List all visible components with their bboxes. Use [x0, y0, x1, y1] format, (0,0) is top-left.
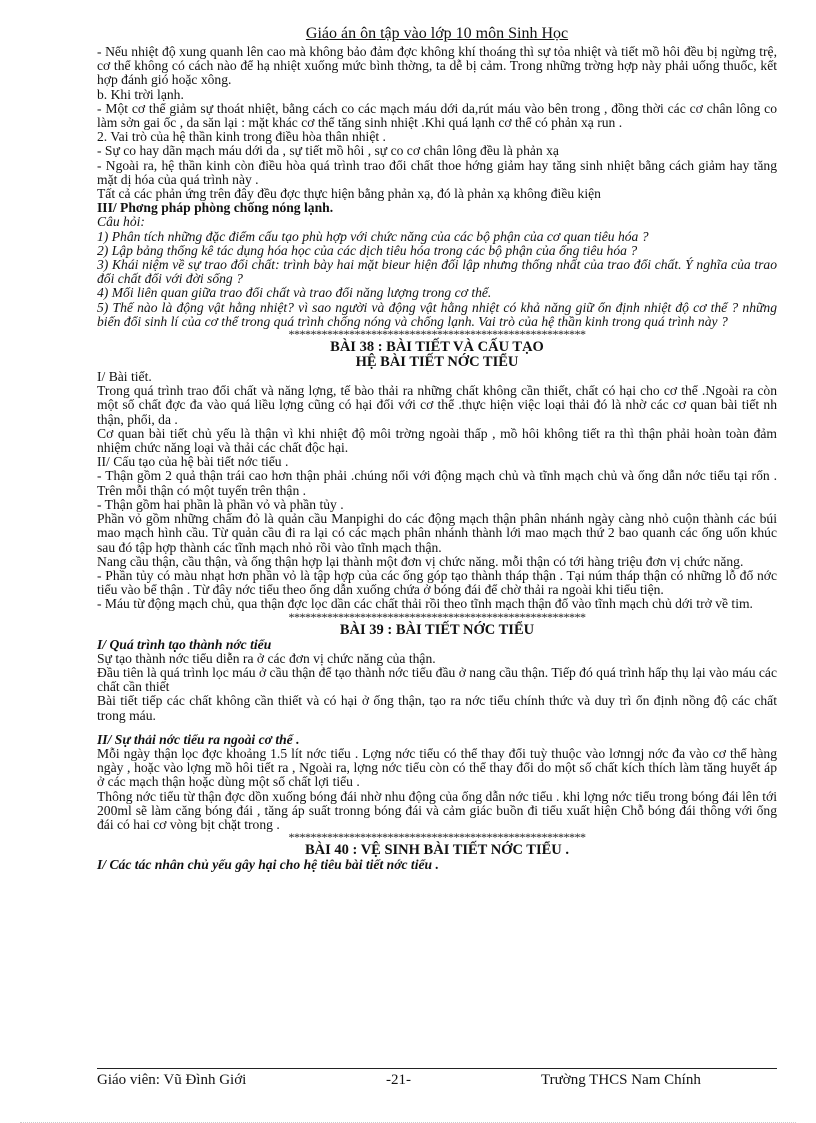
document-page — [97, 26, 777, 872]
text-line: II/ Cấu tạo của hệ bài tiết nớc tiểu . — [97, 454, 289, 470]
text-line: 1) Phân tích những đặc điểm cấu tạo phù hợp với chức năng của các bộ phận của cơ quan tiêu hóa ? — [97, 228, 649, 244]
text-line: Tất cả các phản ứng trên đây đều đợc thực hiện bằng phản xạ, đó là phản xạ không điều kiện — [97, 186, 601, 202]
text-line: Câu hỏi: — [97, 214, 145, 230]
lesson-40-body — [97, 858, 777, 872]
text-line: - Máu từ động mạch chủ, qua thận đợc lọc dần các chất thải rồi theo tĩnh mạch thận đổ vào tĩnh mạch chủ dới trở về tim. — [97, 596, 753, 612]
text-line: 4) Mối liên quan giữa trao đổi chất và trao đổi năng lượng trong cơ thể. — [97, 285, 492, 301]
text-line: 3) Khái niệm về sự trao đổi chất: trình bày hai mặt bieur hiện đối lập nhưng thống nhất của trao đổi chất. Ý nghĩa của trao đổi chất đối với đời sống ? — [97, 257, 777, 287]
text-line: - Thận gồm hai phần là phần vỏ và phần tủy . — [97, 496, 344, 512]
lesson-40-title: BÀI 40 : VỆ SINH BÀI TIẾT NỚC TIỂU . — [304, 842, 570, 859]
text-line: III/ Phơng pháp phòng chống nóng lạnh. — [97, 200, 334, 216]
lesson-39-title: BÀI 39 : BÀI TIẾT NỚC TIỂU — [339, 621, 535, 638]
text-line: 2. Vai trò của hệ thần kinh trong điều hòa thân nhiệt . — [97, 129, 386, 145]
footer-school: Trường THCS Nam Chính — [541, 1072, 701, 1088]
text-line: Sự tạo thành nớc tiểu diễn ra ở các đơn vị chức năng của thận. — [97, 650, 436, 666]
text-line: Cơ quan bài tiết chủ yếu là thận vì khi nhiệt độ môi trờng ngoài thấp , mồ hôi không tiết ra thì thận phải hoàn toàn đảm nhiệm chức năng loại và thải các chất độc hại. — [97, 425, 777, 456]
intro-section — [97, 45, 777, 329]
text-line: - Thận gồm 2 quả thận trái cao hơn thận phải .chúng nối với động mạch chủ và tĩnh mạch chủ và ống dẫn nớc tiểu tại rốn . Trên mỗi thận có một tuyến trên thận . — [97, 468, 777, 498]
separator-stars: ****************************************************** — [288, 830, 586, 845]
lesson-38-title-line2: HỆ BÀI TIẾT NỚC TIỂU — [355, 354, 519, 371]
text-line: Mỗi ngày thận lọc đợc khoảng 1.5 lít nớc tiểu . Lợng nớc tiểu có thể thay đổi tuỳ thuộc vào lơnngj nớc đa vào cơ thể hàng ngày , hoặc vào lợng mồ hôi tiết ra , Ngoài ra, lợng nớc tiểu còn có thể thay đổi do một số chất kích thích làm tăng huyết áp ở các mạch thận hoặc dùng một số chất lợi tiểu . — [97, 745, 777, 790]
text-line: Thông nớc tiểu từ thận đợc dồn xuống bóng đái nhờ nhu động của ống dẫn nớc tiểu . khi lợng nớc tiểu trong bóng đái lên tới 200ml sẽ làm căng bóng đái , tăng áp suất tronng bóng đái và cảm giác buồn đi tiểu xuất hiện Chỗ bóng đái thông với ống đái có hai cơ vòng bịt chặt trong . — [97, 788, 777, 832]
text-line: b. Khi trời lạnh. — [97, 86, 184, 102]
text-line: Bài tiết tiếp các chất không cần thiết và có hại ở ống thận, tạo ra nớc tiểu chính thức và duy trì ổn định nồng độ các chất trong máu. — [97, 693, 777, 723]
separator-stars: ****************************************************** — [288, 327, 586, 342]
lesson-39-part1 — [97, 638, 777, 723]
lesson-38-body — [97, 370, 777, 611]
footer-teacher: Giáo viên: Vũ Đình Giới — [97, 1072, 247, 1088]
text-line: Nang cầu thận, cầu thận, và ống thận hợp lại thành một đơn vị chức năng. mỗi thận có tới hàng triệu đơn vị chức năng. — [97, 553, 744, 569]
text-line: 2) Lập bảng thống kê tác dụng hóa học của các dịch tiêu hóa trong các bộ phận của ống tiêu hóa ? — [97, 242, 638, 258]
lesson-39-part2 — [97, 733, 777, 832]
text-line: - Ngoài ra, hệ thần kinh còn điều hòa quá trình trao đổi chất thoe hớng giảm hay tăng sinh nhiệt bằng cách giảm hay tăng mặt dị hóa của quá trình này . — [97, 157, 777, 187]
text-line: 5) Thế nào là động vật hằng nhiệt? vì sao người và động vật hằng nhiệt có khả năng giữ ổn định nhiệt độ cơ thể ? những biến đổi sinh lí của cơ thể trong quá trình chống nóng và chống lạnh. Vai trò của hệ thần kinh trong quá trình này ? — [97, 299, 777, 329]
footer-page-number: -21- — [386, 1072, 411, 1088]
text-line: - Một cơ thể giảm sự thoát nhiệt, bằng cách co các mạch máu dới da,rút máu vào bên trong , đồng thời các cơ chân lông co làm sởn gai ốc , da săn lại : mặt khác cơ thể tăng sinh nhiệt .Khi quá lạnh cơ thể có phản xạ run . — [97, 100, 777, 131]
page-footer — [97, 1068, 777, 1088]
text-line: I/ Bài tiết. — [97, 369, 152, 385]
text-line: I/ Các tác nhân chủ yếu gây hại cho hệ tiêu bài tiết nớc tiểu . — [97, 857, 439, 873]
text-line: I/ Quá trình tạo thành nớc tiểu — [97, 636, 272, 652]
lesson-38-title-line1: BÀI 38 : BÀI TIẾT VÀ CẤU TẠO — [330, 339, 544, 356]
page-header-title: Giáo án ôn tập vào lớp 10 môn Sinh Học — [305, 25, 569, 42]
text-line: - Sự co hay dãn mạch máu dới da , sự tiết mồ hôi , sự co cơ chân lông đều là phản xạ — [97, 143, 559, 159]
text-line: - Phần tủy có màu nhạt hơn phần vỏ là tập hợp của các ống góp tạo thành tháp thận . Tại núm tháp thận có những lỗ đổ nớc tiểu vào bể thận . Từ đây nớc tiểu theo ống dẫn xuống chứa ở bóng đái để chờ thải ra ngoài khi tiểu tiện. — [97, 567, 777, 598]
text-line: Trong quá trình trao đổi chất và năng lợng, tế bào thải ra những chất không cần thiết, chất có hại cho cơ thể .Ngoài ra còn một số chất đợc đa vào quá liều lợng cũng có hại đối với cơ thể .thực hiện việc loại thải đó là nhờ các cơ quan bài tiết nh thận, phổi, da . — [97, 383, 777, 427]
separator-stars: ****************************************************** — [288, 609, 586, 624]
text-line: II/ Sự thải nớc tiểu ra ngoài cơ thể . — [97, 731, 300, 747]
text-line: Đầu tiên là quá trình lọc máu ở cầu thận để tạo thành nớc tiểu đầu ở nang cầu thận. Tiếp đó quá trình hấp thụ lại vào máu các chất cần thiết — [97, 664, 777, 695]
text-line: Phần vỏ gồm những chấm đỏ là quản cầu Manpighi do các động mạch thận phân nhánh ngày càng nhỏ cuộn thành các búi mao mạch hình cầu. Từ quản cầu đi ra lại có các mạch phân nhánh thành lới mao mạch thứ 2 bao quanh các ống uốn khúc sau đó tập hợp thành các tĩnh mạch nhỏ rồi vào tĩnh mạch thận. — [97, 511, 777, 555]
text-line: - Nếu nhiệt độ xung quanh lên cao mà không bảo đảm đợc không khí thoáng thì sự tỏa nhiệt và tiết mồ hôi đều bị ngừng trệ, cơ thể không có cách nào để hạ nhiệt xuống mức bình thờng, ta dễ bị cảm. Trong những trờng hợp này phải uống thuốc, kết hợp đánh gió hoặc xông. — [97, 44, 777, 88]
